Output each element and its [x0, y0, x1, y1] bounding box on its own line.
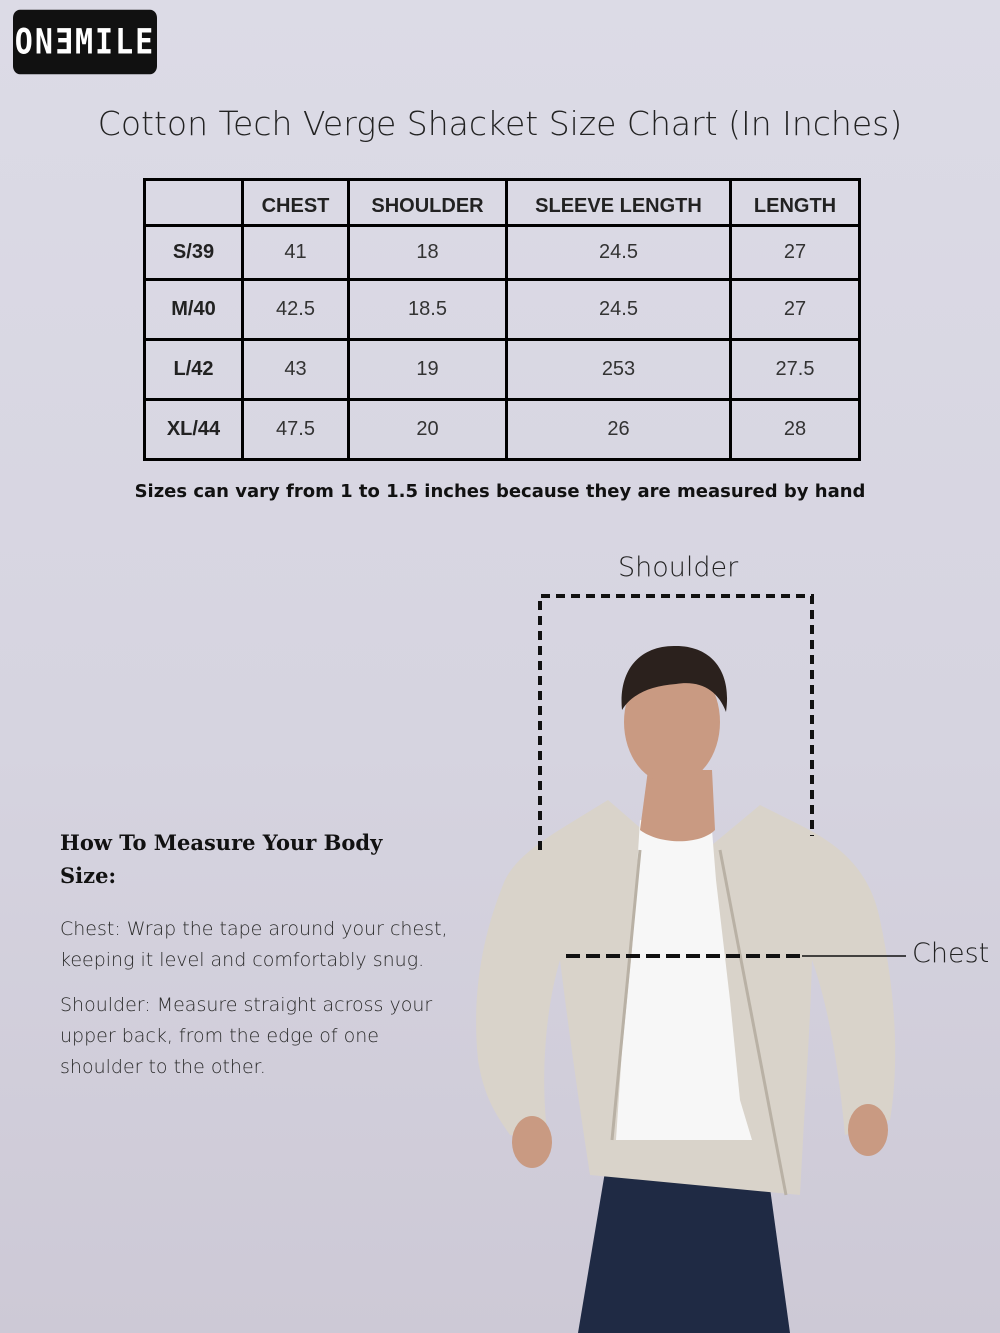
table-header-chest: CHEST [243, 180, 349, 226]
page-title: Cotton Tech Verge Shacket Size Chart (In Inches) [97, 104, 903, 143]
table-cell: 26 [507, 400, 731, 460]
measurement-note: Sizes can vary from 1 to 1.5 inches because they are measured by hand [134, 481, 866, 502]
shoulder-label: Shoulder [618, 552, 739, 583]
table-cell: 43 [243, 340, 349, 400]
table-cell: 24.5 [507, 226, 731, 280]
table-row-size: S/39 [145, 226, 243, 280]
table-header-shoulder: SHOULDER [349, 180, 507, 226]
table-cell: 19 [349, 340, 507, 400]
table-row-size: M/40 [145, 280, 243, 340]
table-cell: 20 [349, 400, 507, 460]
table-header-length: LENGTH [731, 180, 860, 226]
table-row-size: L/42 [145, 340, 243, 400]
table-cell: 27 [731, 226, 860, 280]
shoulder-instruction: Shoulder: Measure straight across your upper back, from the edge of one shoulder to the other. [60, 994, 433, 1078]
table-header-sleeve-length: SLEEVE LENGTH [507, 180, 731, 226]
table-cell: 18.5 [349, 280, 507, 340]
table-cell: 18 [349, 226, 507, 280]
table-cell: 27.5 [731, 340, 860, 400]
table-row-size: XL/44 [145, 400, 243, 460]
table-cell: 24.5 [507, 280, 731, 340]
table-cell: 28 [731, 400, 860, 460]
table-cell: 41 [243, 226, 349, 280]
table-cell: 253 [507, 340, 731, 400]
brand-logo-text: ONƎMILE [14, 21, 156, 63]
model-right-hand [848, 1104, 888, 1156]
chest-instruction: Chest: Wrap the tape around your chest, keeping it level and comfortably snug. [60, 918, 448, 971]
table-cell: 47.5 [243, 400, 349, 460]
table-cell: 27 [731, 280, 860, 340]
table-cell: 42.5 [243, 280, 349, 340]
model-left-hand [512, 1116, 552, 1168]
chest-label: Chest [912, 938, 990, 969]
how-to-measure-heading: How To Measure Your Body Size: [60, 830, 383, 888]
